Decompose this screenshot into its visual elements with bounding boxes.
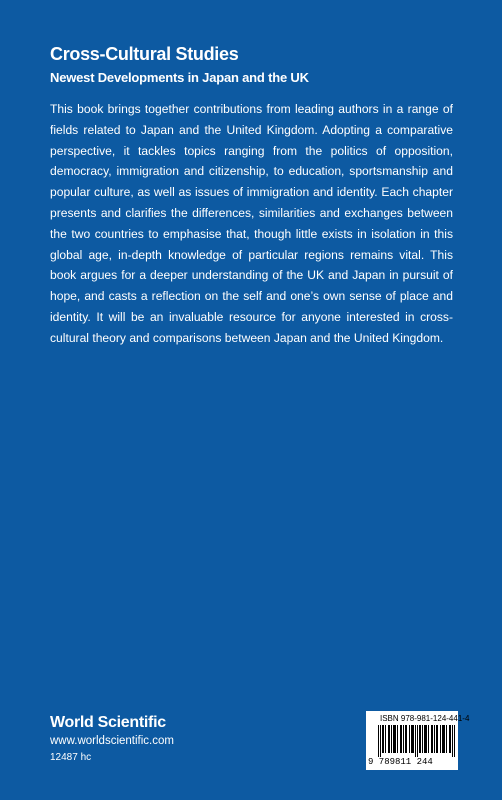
isbn-label: ISBN 978-981-124-441-4 <box>380 714 470 723</box>
book-subtitle: Newest Developments in Japan and the UK <box>50 70 309 85</box>
catalog-code: 12487 hc <box>50 752 92 763</box>
publisher-name: World Scientific <box>50 714 166 731</box>
isbn-barcode-panel <box>366 711 470 770</box>
publisher-website: www.worldscientific.com <box>50 735 174 747</box>
book-title: Cross-Cultural Studies <box>50 44 239 64</box>
barcode-digits: 9 789811 244 <box>368 757 433 767</box>
barcode-icon <box>378 725 456 757</box>
book-description: This book brings together contributions from leading authors in a range of fields related to Japan and the United Kingdom. Adopting a comparative perspective, it tackles topics ranging from the politics of opposition, democracy, immigration and citizenship, to education, sportsmanship and popular culture, as well as issues of immigration and identity. Each chapter presents and clarifies the differences, similarities and exchanges between the two countries to emphasise that, though little exists in isolation in this global age, in-depth knowledge of particular regions remains vital. This book argues for a deeper understanding of the UK and Japan in pursuit of hope, and casts a reflection on the self and one’s own sense of place and identity. It will be an invaluable resource for anyone interested in cross-cultural theory and comparisons between Japan and the United Kingdom. <box>50 102 453 345</box>
